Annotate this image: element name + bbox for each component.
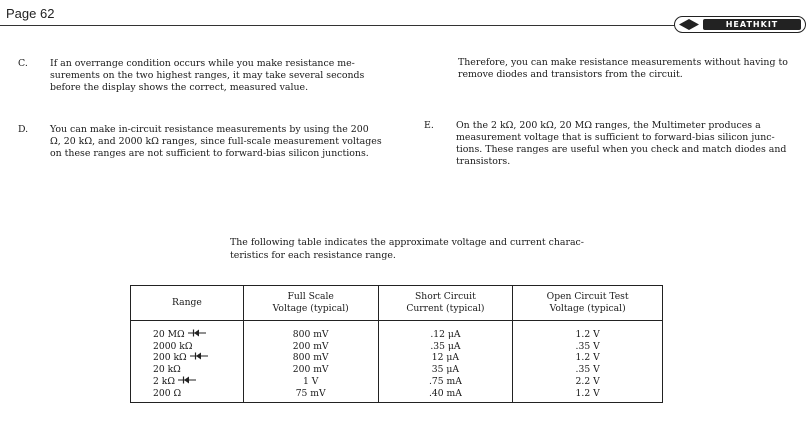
header-open-circuit-voltage: Open Circuit Test Voltage (typical)	[513, 286, 663, 321]
full-scale-voltage-column	[243, 321, 378, 403]
cell-text: 200 mV	[292, 340, 329, 352]
table-cell-open	[513, 352, 662, 364]
table-cell-voltage	[244, 341, 378, 353]
table-cell-range	[153, 352, 243, 364]
cell-text: 2.2 V	[575, 375, 600, 387]
table-cell-current	[379, 388, 513, 400]
cell-text: 12 μA	[431, 352, 460, 364]
table-cell-open	[513, 341, 662, 353]
paragraph-d-line: You can make in-circuit resistance measurements by using the 200	[50, 124, 369, 135]
cell-text: 800 mV	[292, 352, 329, 364]
paragraph-c-line: If an overrange condition occurs while you make resistance me-	[50, 58, 355, 69]
cell-text: 20 MΩ	[153, 329, 185, 340]
cell-text: 200 mV	[292, 364, 329, 376]
table-cell-voltage	[244, 376, 378, 388]
heathkit-logo	[674, 16, 806, 33]
cell-text: 2 kΩ	[153, 375, 175, 387]
cell-text: .35 V	[575, 340, 600, 352]
cell-text: 1.2 V	[575, 387, 600, 399]
diode-symbol-icon	[190, 352, 208, 360]
logo-wordmark: HEATHKIT	[703, 19, 801, 30]
cell-text: .75 mA	[428, 375, 462, 387]
table-intro-line: The following table indicates the approximate voltage and current charac-	[230, 237, 584, 248]
table-cell-voltage	[244, 388, 378, 400]
paragraph-c-line: before the display shows the correct, measured value.	[50, 82, 309, 93]
paragraph-c-line: surements on the two highest ranges, it may take several seconds	[50, 70, 365, 81]
cell-text: 2000 kΩ	[153, 340, 193, 352]
logo-diamond-icon	[679, 19, 699, 30]
paragraph-e-line: transistors.	[456, 156, 511, 167]
paragraph-d-line: on these ranges are not sufficient to forward-bias silicon junctions.	[50, 148, 369, 159]
cell-text: .35 V	[575, 364, 600, 376]
cell-text: 1.2 V	[575, 352, 600, 364]
header-range: Range	[131, 286, 244, 321]
paragraph-e-line: tions. These ranges are useful when you check and match diodes and	[456, 144, 787, 155]
table-cell-range	[153, 388, 243, 400]
cell-text: .40 mA	[428, 387, 462, 399]
table-cell-open	[513, 364, 662, 376]
cell-text: .12 μA	[430, 329, 461, 340]
page-number: Page 62	[6, 6, 55, 21]
cell-text: 1.2 V	[575, 329, 600, 340]
paragraph-d-letter: D.	[18, 124, 29, 135]
paragraph-e-line: On the 2 kΩ, 200 kΩ, 20 MΩ ranges, the Multimeter produces a	[456, 120, 761, 131]
table-cell-current	[379, 376, 513, 388]
range-column	[131, 321, 244, 403]
header-full-scale-voltage: Full Scale Voltage (typical)	[243, 286, 378, 321]
table-cell-open	[513, 329, 662, 341]
table-cell-open	[513, 388, 662, 400]
table-cell-current	[379, 329, 513, 341]
table-body-row	[131, 321, 663, 403]
cell-text: 20 kΩ	[153, 364, 181, 376]
cell-text: 200 Ω	[153, 387, 182, 399]
paragraph-d-line: Ω, 20 kΩ, and 2000 kΩ ranges, since full-scale measurement voltages	[50, 136, 382, 147]
paragraph-e-letter: E.	[424, 120, 434, 131]
table-cell-range	[153, 341, 243, 353]
paragraph-c-continued	[458, 57, 808, 81]
table-cell-open	[513, 376, 662, 388]
diode-symbol-icon	[178, 376, 196, 384]
cell-text: .35 μA	[430, 340, 461, 352]
cell-text: 800 mV	[292, 329, 329, 340]
cell-text: 200 kΩ	[153, 352, 187, 364]
table-cell-voltage	[244, 352, 378, 364]
table-intro-line: teristics for each resistance range.	[230, 249, 396, 261]
header-rule	[0, 25, 680, 26]
table-cell-voltage	[244, 329, 378, 341]
table-intro	[230, 237, 622, 262]
table-cell-current	[379, 341, 513, 353]
table-cell-range	[153, 329, 243, 341]
table-header-row	[131, 286, 663, 321]
table-cell-current	[379, 352, 513, 364]
cell-text: 35 μA	[431, 364, 460, 376]
table-cell-current	[379, 364, 513, 376]
open-circuit-voltage-column	[513, 321, 663, 403]
table-cell-voltage	[244, 364, 378, 376]
short-circuit-current-column	[378, 321, 513, 403]
cell-text: 1 V	[302, 375, 319, 387]
cell-text: 75 mV	[295, 387, 326, 399]
resistance-range-table	[130, 285, 663, 403]
header-short-circuit-current: Short Circuit Current (typical)	[378, 286, 513, 321]
paragraph-e-line: measurement voltage that is sufficient to forward-bias silicon junc-	[456, 132, 775, 143]
table-cell-range	[153, 376, 243, 388]
paragraph-c	[18, 58, 410, 94]
diode-symbol-icon	[188, 329, 206, 337]
paragraph-cont-line: remove diodes and transistors from the circuit.	[458, 69, 683, 80]
paragraph-d	[18, 124, 410, 160]
table-cell-range	[153, 364, 243, 376]
paragraph-e	[424, 120, 806, 168]
paragraph-cont-line: Therefore, you can make resistance measurements without having to	[458, 57, 788, 68]
paragraph-c-letter: C.	[18, 58, 28, 69]
